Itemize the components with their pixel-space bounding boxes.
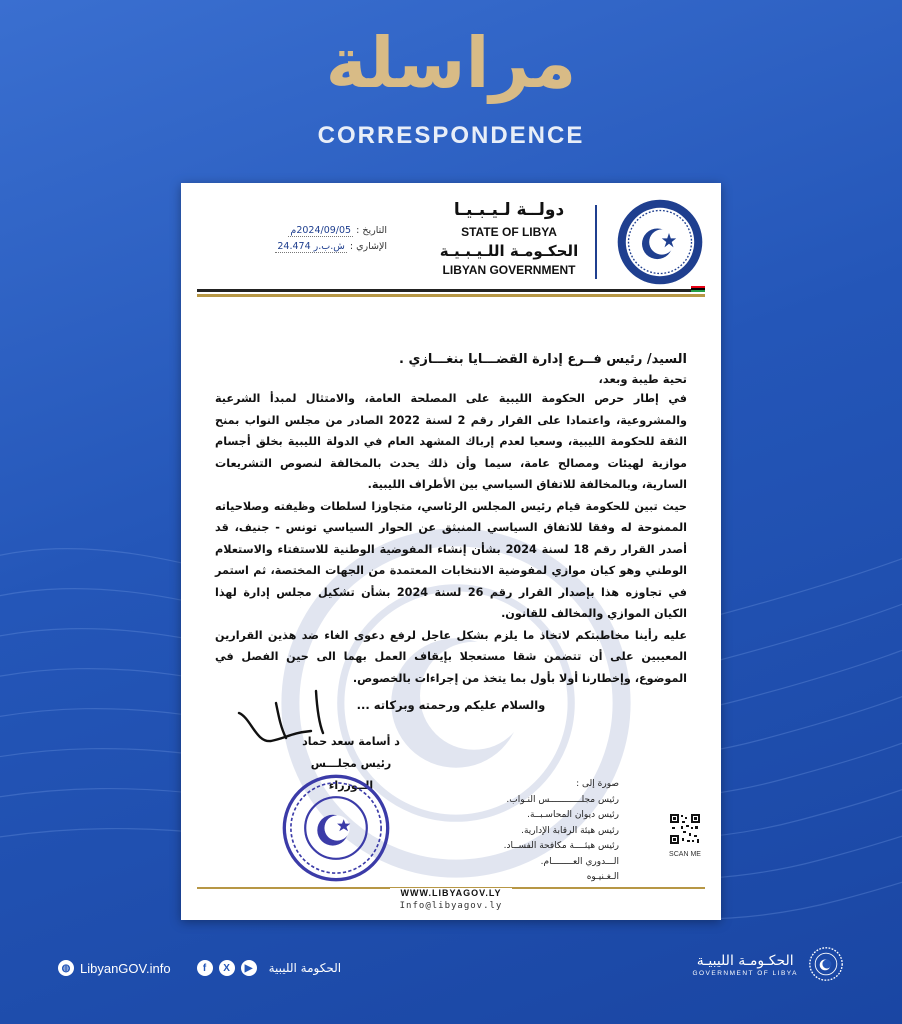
cc-item: الـــدوري العــــــــام. <box>540 856 619 867</box>
globe-icon[interactable]: ◍ <box>58 960 74 976</box>
page-title-english: CORRESPONDENCE <box>317 122 585 149</box>
letterhead-text <box>429 199 589 279</box>
letterhead-divider <box>595 205 597 279</box>
cc-item: رئيس هيئة الرقابة الإدارية. <box>521 825 619 836</box>
x-icon[interactable]: X <box>219 960 235 976</box>
footer-gov-arabic: الحكومة الليبية <box>268 961 342 975</box>
country-name-english: STATE OF LIBYA <box>461 225 557 239</box>
government-name-arabic: الحكـومـة اللـيـبـيـة <box>439 242 579 260</box>
signer-title: رئيس مجلـــس الــوزراء <box>310 757 392 792</box>
cc-item: رئيس هيئــــة مكافحة الفســاد. <box>503 841 619 851</box>
footer-site[interactable]: LibyanGOV.info <box>80 960 171 976</box>
letter-body <box>215 349 687 715</box>
cc-title: صورة إلى : <box>576 779 619 789</box>
letter-document <box>181 183 721 920</box>
recipient-line: السيد/ رئيس فــرع إدارة القضـــايا بنغـــازي . <box>399 352 687 367</box>
qr-code[interactable] <box>669 813 701 845</box>
letter-meta <box>237 223 387 255</box>
footer-emblem-icon <box>808 946 844 982</box>
reference-value: ش.ب.ر 24.474 <box>277 241 345 252</box>
signer-name: د أسامة سعد حماد <box>302 735 400 748</box>
cc-item: رئيس مجلــــــــــــس النـواب. <box>506 794 619 805</box>
header-rule-gold <box>197 294 705 297</box>
header-rule-dark <box>197 289 705 292</box>
copies-to-block <box>449 777 619 886</box>
greeting-line: تحية طيبة وبعد، <box>598 372 687 386</box>
cc-item: رئيس ديوان المحاسـبــة. <box>527 810 619 820</box>
country-name-arabic: دولــة لـيـبـيـا <box>453 200 565 220</box>
website-text: WWW.LIBYAGOV.LY <box>390 888 511 898</box>
cc-item: الـغـنيـوه <box>586 872 619 882</box>
date-row <box>237 223 387 239</box>
date-value: 2024/09/05م <box>290 225 352 236</box>
closing-line: والسلام عليكم ورحمته وبركاته ... <box>356 698 546 712</box>
letter-website <box>197 881 705 900</box>
footer-brand-arabic: الحكـومـة الليبيـة <box>696 952 794 969</box>
government-name-english: LIBYAN GOVERNMENT <box>442 263 576 277</box>
footer-brand <box>692 946 844 982</box>
official-stamp <box>281 773 391 883</box>
letter-email: Info@libyagov.ly <box>399 901 503 911</box>
facebook-icon[interactable]: f <box>197 960 213 976</box>
footer-brand-english: GOVERNMENT OF LIBYA <box>692 969 798 977</box>
body-paragraph-1: في إطار حرص الحكومة الليبية على المصلحة العامة، والامتثال لمبدأ الشرعية والمشروعية، واعتمادا على القرار رقم 2 لسنة 2022 الصادر من مجلس النواب بمنح الثقة للحكومة الليبية، وسعيا لعدم إرباك المشهد العام في الدولة الليبية بخلق أجسام موازية لهيئات ومصالح عامة، سيما وأن ذلك يحدث بالمخالفة لنصوص التشريعات السارية، وبالمخالفة للاتفاق السياسي بين الأطراف الليبية. <box>215 392 687 491</box>
youtube-icon[interactable]: ▶ <box>241 960 257 976</box>
footer-links <box>58 957 341 979</box>
body-paragraph-2: حيث تبين للحكومة قيام رئيس المجلس الرئاسي، متجاوزا لسلطات وظيفته وصلاحياته الممنوحة له وفقا للاتفاق السياسي المنبثق عن الحوار السياسي تونس - جنيف، قد أصدر القرار رقم 18 لسنة 2024 بشأن إنشاء المفوضية الوطنية للاستفتاء والاستعلام الوطني وهو كيان موازي لمفوضية الانتخابات المعتمدة من الجهات المختصة، ثم استمر في تجاوزه هذا بإصدار القرار رقم 26 لسنة 2024 بشأن تشكيل مجلس إدارة لهذا الكيان الموازي والمخالف للقانون. <box>215 499 688 620</box>
government-emblem-icon <box>615 197 705 287</box>
libya-flag-icon <box>691 286 705 292</box>
reference-label: الإشاري : <box>349 241 387 252</box>
body-paragraph-3: عليه رأينا مخاطبتكم لاتخاذ ما يلزم بشكل عاجل لرفع دعوى الغاء ضد هذين القرارين المعيبين على أن تتضمن شقا مستعجلا بإيقاف العمل بهما الى حين الفصل في الموضوع، وإخطارنا أولا بأول بما يتخذ من إجراءات بالخصوص. <box>215 628 687 685</box>
page-title-arabic: مراسلة <box>325 22 577 104</box>
date-label: التاريخ : <box>356 225 387 236</box>
scan-me-label: SCAN ME <box>669 851 701 858</box>
reference-row <box>237 239 387 255</box>
